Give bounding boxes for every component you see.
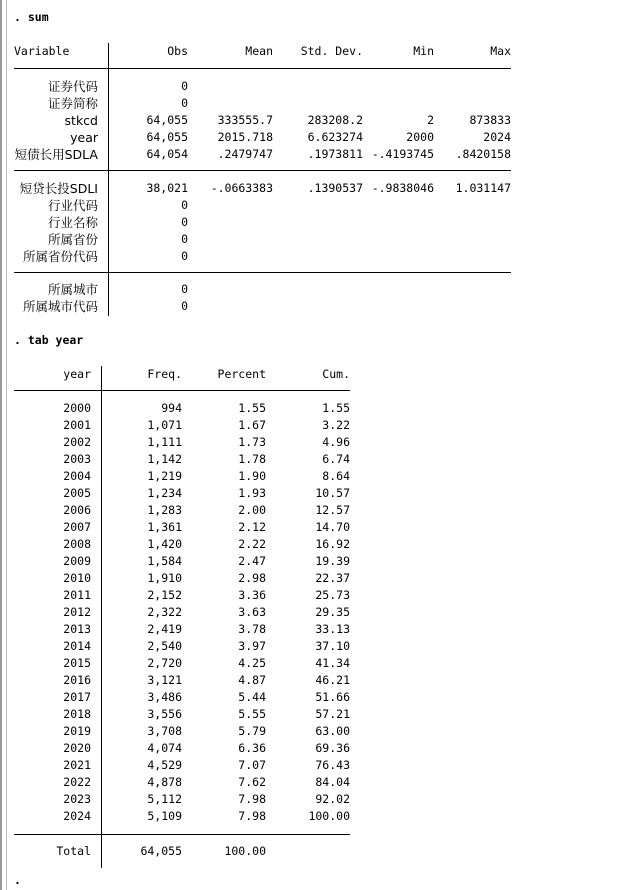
percent-value: 2.98 <box>238 571 266 585</box>
obs-value: 0 <box>181 96 188 110</box>
freq-value: 4,074 <box>147 741 182 755</box>
variable-name: 所属城市 <box>47 282 98 297</box>
header-variable: Variable <box>14 44 70 58</box>
cum-value: 6.74 <box>322 452 350 466</box>
percent-value: 3.97 <box>238 639 266 653</box>
year-value: 2002 <box>63 435 91 449</box>
year-value: 2010 <box>63 571 91 585</box>
max-value: 2024 <box>483 130 511 144</box>
freq-value: 2,152 <box>147 588 182 602</box>
percent-value: 4.25 <box>238 656 266 670</box>
percent-value: 3.78 <box>238 622 266 636</box>
mean-value: -.0663383 <box>210 181 273 195</box>
variable-name: 行业代码 <box>47 198 98 213</box>
freq-value: 3,121 <box>147 673 182 687</box>
freq-value: 1,584 <box>147 554 182 568</box>
freq-value: 1,420 <box>147 537 182 551</box>
year-value: 2000 <box>63 401 91 415</box>
total-freq: 64,055 <box>140 844 182 858</box>
freq-value: 5,109 <box>147 809 182 823</box>
window-left-border-inner <box>6 0 7 890</box>
variable-name: year <box>70 130 98 145</box>
total-percent: 100.00 <box>224 844 266 858</box>
header-mean: Mean <box>245 44 273 58</box>
sd-value: .1973811 <box>307 147 363 161</box>
year-value: 2009 <box>63 554 91 568</box>
variable-name: 短债长用SDLA <box>14 147 98 162</box>
obs-value: 0 <box>181 282 188 296</box>
freq-value: 1,219 <box>147 469 182 483</box>
tab-total-rule <box>14 834 350 835</box>
variable-name: 所属城市代码 <box>22 299 98 314</box>
year-value: 2020 <box>63 741 91 755</box>
percent-value: 5.55 <box>238 707 266 721</box>
cum-value: 19.39 <box>315 554 350 568</box>
year-value: 2012 <box>63 605 91 619</box>
min-value: 2000 <box>406 130 434 144</box>
cum-value: 92.02 <box>315 792 350 806</box>
year-value: 2004 <box>63 469 91 483</box>
freq-value: 2,540 <box>147 639 182 653</box>
year-value: 2013 <box>63 622 91 636</box>
cum-value: 25.73 <box>315 588 350 602</box>
percent-value: 7.98 <box>238 809 266 823</box>
cum-value: 63.00 <box>315 724 350 738</box>
obs-value: 0 <box>181 198 188 212</box>
percent-value: 6.36 <box>238 741 266 755</box>
freq-value: 2,720 <box>147 656 182 670</box>
percent-value: 1.78 <box>238 452 266 466</box>
obs-value: 38,021 <box>146 181 188 195</box>
cum-value: 10.57 <box>315 486 350 500</box>
cum-value: 14.70 <box>315 520 350 534</box>
year-value: 2015 <box>63 656 91 670</box>
freq-value: 1,283 <box>147 503 182 517</box>
obs-value: 0 <box>181 299 188 313</box>
freq-value: 1,142 <box>147 452 182 466</box>
sd-value: .1390537 <box>307 181 363 195</box>
header-obs: Obs <box>167 44 188 58</box>
total-label: Total <box>56 844 91 858</box>
percent-value: 1.55 <box>238 401 266 415</box>
percent-value: 1.73 <box>238 435 266 449</box>
obs-value: 0 <box>181 232 188 246</box>
freq-value: 1,111 <box>147 435 182 449</box>
year-value: 2016 <box>63 673 91 687</box>
command-sum: . sum <box>14 10 49 24</box>
max-value: .8420158 <box>455 147 511 161</box>
window-left-border <box>0 0 2 890</box>
min-value: -.9838046 <box>371 181 434 195</box>
year-value: 2006 <box>63 503 91 517</box>
percent-value: 4.87 <box>238 673 266 687</box>
obs-value: 0 <box>181 249 188 263</box>
variable-name: stkcd <box>64 113 98 128</box>
variable-name: 证券简称 <box>47 96 98 111</box>
variable-name: 所属省份代码 <box>22 249 98 264</box>
obs-value: 64,054 <box>146 147 188 161</box>
freq-value: 1,234 <box>147 486 182 500</box>
percent-value: 7.07 <box>238 758 266 772</box>
cum-value: 84.04 <box>315 775 350 789</box>
year-value: 2007 <box>63 520 91 534</box>
freq-value: 1,071 <box>147 418 182 432</box>
year-value: 2008 <box>63 537 91 551</box>
year-value: 2018 <box>63 707 91 721</box>
sum-column-divider <box>108 43 109 316</box>
command-prompt[interactable]: . <box>14 873 21 887</box>
year-value: 2023 <box>63 792 91 806</box>
header-max: Max <box>490 44 511 58</box>
header-freq: Freq. <box>147 367 182 381</box>
cum-value: 4.96 <box>322 435 350 449</box>
sum-group-rule-1 <box>14 170 511 171</box>
percent-value: 1.90 <box>238 469 266 483</box>
percent-value: 2.22 <box>238 537 266 551</box>
year-value: 2001 <box>63 418 91 432</box>
freq-value: 3,708 <box>147 724 182 738</box>
percent-value: 2.12 <box>238 520 266 534</box>
freq-value: 1,361 <box>147 520 182 534</box>
percent-value: 1.93 <box>238 486 266 500</box>
cum-value: 76.43 <box>315 758 350 772</box>
cum-value: 57.21 <box>315 707 350 721</box>
variable-name: 行业名称 <box>47 215 98 230</box>
year-value: 2003 <box>63 452 91 466</box>
cum-value: 69.36 <box>315 741 350 755</box>
cum-value: 1.55 <box>322 401 350 415</box>
freq-value: 3,486 <box>147 690 182 704</box>
max-value: 873833 <box>469 113 511 127</box>
cum-value: 100.00 <box>308 809 350 823</box>
year-value: 2024 <box>63 809 91 823</box>
freq-value: 3,556 <box>147 707 182 721</box>
percent-value: 3.63 <box>238 605 266 619</box>
freq-value: 5,112 <box>147 792 182 806</box>
year-value: 2017 <box>63 690 91 704</box>
year-value: 2005 <box>63 486 91 500</box>
cum-value: 16.92 <box>315 537 350 551</box>
sum-group-rule-2 <box>14 272 511 273</box>
command-tab-year: . tab year <box>14 333 84 347</box>
percent-value: 5.44 <box>238 690 266 704</box>
freq-value: 1,910 <box>147 571 182 585</box>
year-value: 2021 <box>63 758 91 772</box>
cum-value: 3.22 <box>322 418 350 432</box>
mean-value: 2015.718 <box>217 130 273 144</box>
percent-value: 1.67 <box>238 418 266 432</box>
tab-column-divider <box>101 366 102 868</box>
percent-value: 5.79 <box>238 724 266 738</box>
variable-name: 证券代码 <box>47 79 98 94</box>
freq-value: 4,878 <box>147 775 182 789</box>
cum-value: 8.64 <box>322 469 350 483</box>
percent-value: 2.00 <box>238 503 266 517</box>
year-value: 2022 <box>63 775 91 789</box>
cum-value: 41.34 <box>315 656 350 670</box>
freq-value: 2,322 <box>147 605 182 619</box>
header-percent: Percent <box>217 367 266 381</box>
obs-value: 0 <box>181 215 188 229</box>
freq-value: 994 <box>161 401 182 415</box>
year-value: 2014 <box>63 639 91 653</box>
tab-header-rule <box>14 390 350 391</box>
percent-value: 7.62 <box>238 775 266 789</box>
min-value: 2 <box>427 113 434 127</box>
header-min: Min <box>413 44 434 58</box>
variable-name: 短贷长投SDLI <box>19 181 98 196</box>
cum-value: 46.21 <box>315 673 350 687</box>
year-value: 2019 <box>63 724 91 738</box>
min-value: -.4193745 <box>371 147 434 161</box>
cum-value: 29.35 <box>315 605 350 619</box>
cum-value: 33.13 <box>315 622 350 636</box>
header-year: year <box>63 367 91 381</box>
obs-value: 64,055 <box>146 113 188 127</box>
percent-value: 7.98 <box>238 792 266 806</box>
header-std-dev: Std. Dev. <box>300 44 363 58</box>
obs-value: 64,055 <box>146 130 188 144</box>
percent-value: 2.47 <box>238 554 266 568</box>
year-value: 2011 <box>63 588 91 602</box>
mean-value: 333555.7 <box>217 113 273 127</box>
max-value: 1.031147 <box>455 181 511 195</box>
sd-value: 283208.2 <box>307 113 363 127</box>
header-cum: Cum. <box>322 367 350 381</box>
cum-value: 22.37 <box>315 571 350 585</box>
sd-value: 6.623274 <box>307 130 363 144</box>
cum-value: 37.10 <box>315 639 350 653</box>
obs-value: 0 <box>181 79 188 93</box>
cum-value: 51.66 <box>315 690 350 704</box>
variable-name: 所属省份 <box>47 232 98 247</box>
freq-value: 2,419 <box>147 622 182 636</box>
mean-value: .2479747 <box>217 147 273 161</box>
freq-value: 4,529 <box>147 758 182 772</box>
sum-header-rule <box>14 68 511 69</box>
cum-value: 12.57 <box>315 503 350 517</box>
percent-value: 3.36 <box>238 588 266 602</box>
